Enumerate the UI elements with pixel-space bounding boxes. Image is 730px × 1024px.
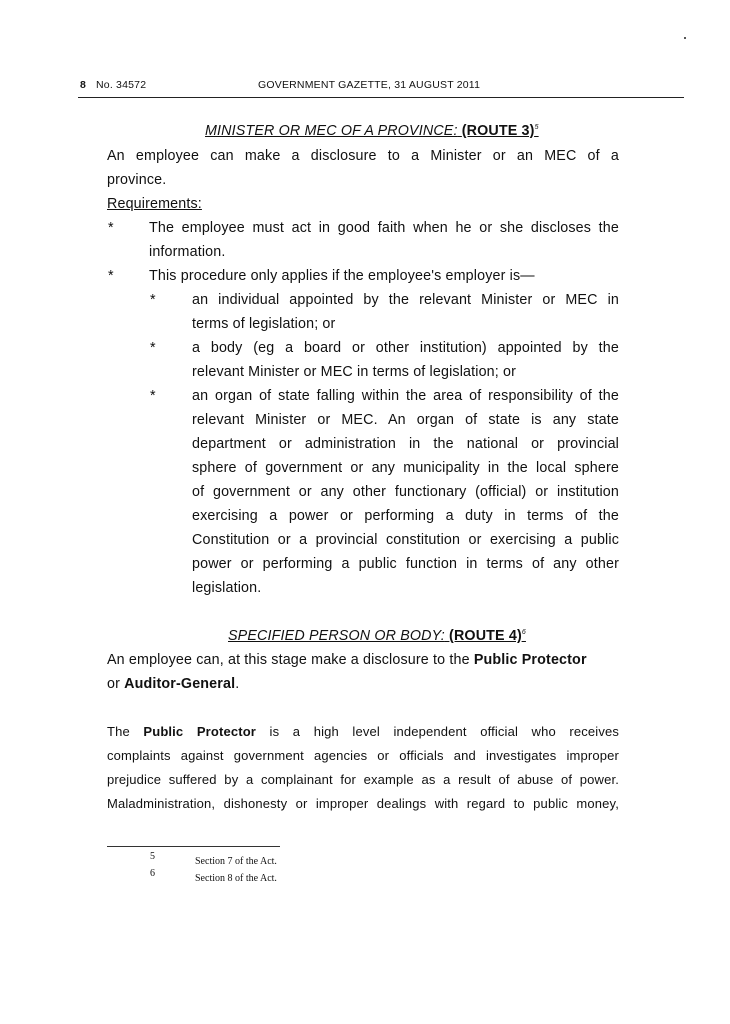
sub3-line-8: power or performing a public function in terms of any other (192, 556, 619, 572)
auditor-general-bold: Auditor-General (124, 676, 236, 692)
page-number: 8 (80, 79, 87, 91)
sub3-line-9: legislation. (192, 580, 262, 596)
route3-intro-line-1: An employee can make a disclosure to a Minister or an MEC of a (107, 148, 619, 164)
route4-label: (ROUTE 4) (449, 628, 522, 644)
route4-intro-line-1 (107, 652, 587, 668)
sub1-line-2: terms of legislation; or (192, 316, 336, 332)
public-protector-bold: Public Protector (473, 652, 587, 668)
req2-line: This procedure only applies if the employee's employer is— (149, 268, 535, 284)
bullet-req1: * (108, 220, 114, 236)
bullet-sub2: * (150, 340, 156, 356)
gazette-title: GOVERNMENT GAZETTE, 31 AUGUST 2011 (258, 79, 481, 91)
sub3-line-4: sphere of government or any municipality in the local sphere (192, 460, 619, 476)
route4-intro-or: or (107, 676, 125, 692)
sub3-line-6: exercising a power or performing a duty in terms of the (192, 508, 619, 524)
sub3-line-1: an organ of state falling within the area of responsibility of the (192, 388, 619, 404)
pp-the: The (107, 724, 144, 739)
req1-line-2: information. (149, 244, 226, 260)
pp-bold: Public Protector (143, 724, 256, 739)
route3-footnote-ref: 5 (534, 124, 539, 132)
sub1-line-1: an individual appointed by the relevant Minister or MEC in (192, 292, 619, 308)
sub3-line-5: of government or any other functionary (official) or institution (192, 484, 619, 500)
pp-line-2: complaints against government agencies or officials and investigates improper (107, 748, 619, 763)
footnote-rule (107, 846, 280, 847)
route4-footnote-ref: 6 (521, 629, 526, 637)
route3-intro-line-2: province. (107, 172, 167, 188)
page-header (78, 79, 684, 97)
sub2-line-1: a body (eg a board or other institution) appointed by the (192, 340, 619, 356)
route3-heading-text: MINISTER OR MEC OF A PROVINCE: (205, 123, 458, 139)
pp-line-3: prejudice suffered by a complainant for example as a result of abuse of power. (107, 772, 619, 787)
footnote-6-number: 6 (150, 868, 155, 879)
bullet-sub3: * (150, 388, 156, 404)
scan-speck (684, 37, 686, 39)
pp-line-4: Maladministration, dishonesty or improper dealings with regard to public money, (107, 796, 619, 811)
route3-heading (205, 123, 539, 139)
route4-heading (228, 628, 526, 644)
gazette-number: No. 34572 (96, 79, 147, 91)
pp-line-1 (107, 724, 619, 739)
bullet-sub1: * (150, 292, 156, 308)
pp-line-1-rest: is a high level independent official who receives (256, 724, 620, 739)
sub3-line-2: relevant Minister or MEC. An organ of state is any state (192, 412, 619, 428)
route4-heading-text: SPECIFIED PERSON OR BODY: (228, 628, 445, 644)
requirements-label: Requirements: (107, 196, 202, 212)
route4-intro-line-2 (107, 676, 239, 692)
sub3-line-3: department or administration in the national or provincial (192, 436, 619, 452)
req1-line-1: The employee must act in good faith when he or she discloses the (149, 220, 619, 236)
footnote-5-number: 5 (150, 851, 155, 862)
sub3-line-7: Constitution or a provincial constitution or exercising a public (192, 532, 619, 548)
header-rule (78, 97, 684, 98)
route4-intro-text: An employee can, at this stage make a disclosure to the (107, 652, 474, 668)
route4-intro-period: . (235, 676, 240, 692)
footnote-6-text: Section 8 of the Act. (195, 873, 277, 884)
footnote-5-text: Section 7 of the Act. (195, 856, 277, 867)
sub2-line-2: relevant Minister or MEC in terms of legislation; or (192, 364, 517, 380)
route3-label: (ROUTE 3) (461, 123, 535, 139)
bullet-req2: * (108, 268, 114, 284)
